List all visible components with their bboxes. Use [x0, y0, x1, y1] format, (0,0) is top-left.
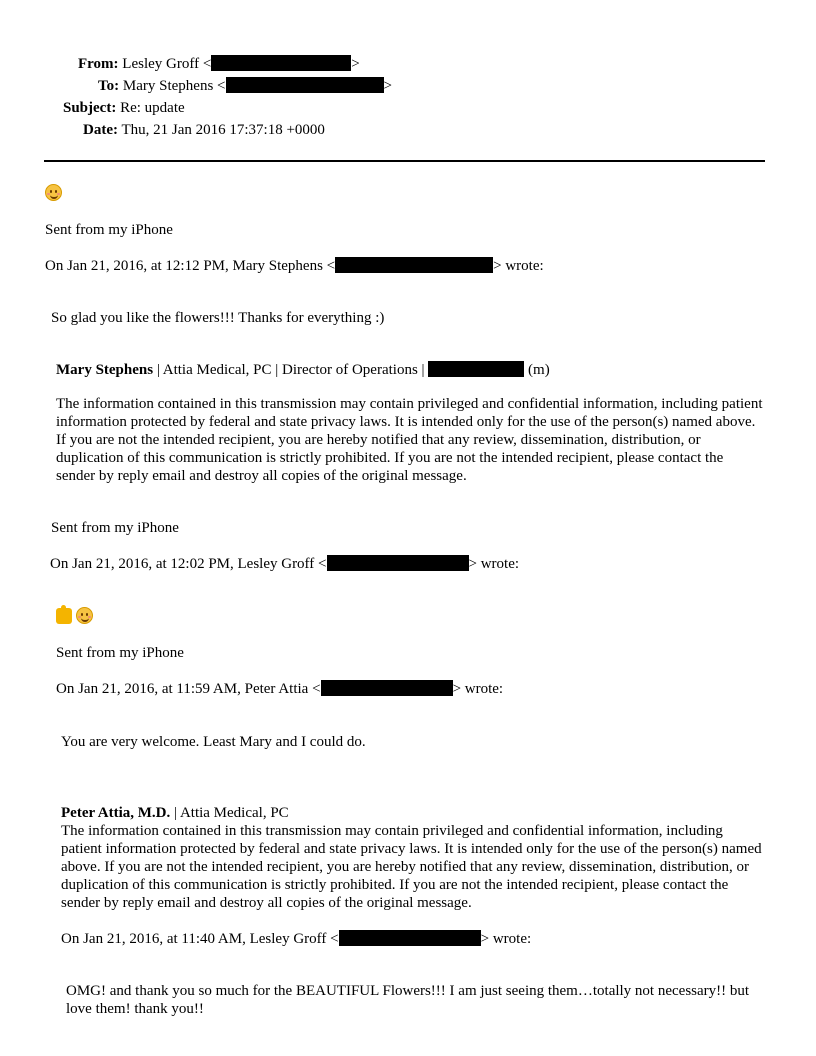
quote-prefix: On Jan 21, 2016, at 12:02 PM, Lesley Groff < [50, 556, 327, 572]
disclaimer: The information contained in this transmission may contain privileged and confidential information, including patient information protected by federal and state privacy laws. It is intended only for the use of the person(s) named above. If you are not the intended recipient, you are hereby notified that any review, dissemination, distribution, or duplication of this communication is strictly prohibited. If you are not the intended recipient, please contact the sender by reply email and destroy all copies of the original message. [61, 823, 762, 911]
redacted-email [339, 930, 481, 946]
to-label: To: [98, 78, 120, 94]
disclaimer: The information contained in this transmission may contain privileged and confidential information, including patient information protected by federal and state privacy laws. It is intended only for the use of the person(s) named above. If you are not the intended recipient, you are hereby notified that any review, dissemination, distribution, or duplication of this communication is strictly prohibited. If you are not the intended recipient, please contact the sender by reply email and destroy all copies of the original message. [56, 396, 763, 484]
from-value: Lesley Groff < [122, 56, 212, 72]
emoji-line [45, 184, 62, 203]
message-body: You are very welcome. Least Mary and I could do. [61, 734, 366, 750]
to-line [98, 77, 392, 95]
quote-suffix: > wrote: [493, 258, 544, 274]
signature-block [61, 804, 289, 822]
redacted-email [335, 257, 493, 273]
quote-suffix: > wrote: [480, 931, 532, 947]
quote-prefix: On Jan 21, 2016, at 11:40 AM, Lesley Groff < [61, 931, 339, 947]
subject-label: Subject: [63, 100, 117, 116]
smiling-face-icon [45, 184, 62, 201]
phone-type: (m) [524, 362, 550, 378]
redacted-email [321, 680, 453, 696]
to-value: Mary Stephens < [122, 78, 226, 94]
smiling-face-icon [76, 607, 93, 624]
sender-name: Peter Attia, M.D. [61, 805, 171, 821]
date-line [83, 121, 325, 139]
sender-name: Mary Stephens [56, 362, 154, 378]
sender-title: | Attia Medical, PC | Director of Operations | [153, 362, 429, 378]
signature-block [56, 361, 550, 379]
from-line [78, 55, 360, 73]
subject-value: Re: update [120, 100, 185, 116]
date-value: Thu, 21 Jan 2016 17:37:18 +0000 [121, 122, 325, 138]
redacted-email [226, 77, 384, 93]
from-end: > [351, 56, 360, 72]
date-label: Date: [83, 122, 118, 138]
quote-header [50, 555, 519, 573]
message-body: So glad you like the flowers!!! Thanks for everything :) [51, 310, 385, 326]
quote-header [45, 257, 544, 275]
to-end: > [383, 78, 392, 94]
quote-prefix: On Jan 21, 2016, at 11:59 AM, Peter Attia < [56, 681, 321, 697]
thumbs-up-icon [56, 608, 72, 624]
quote-prefix: On Jan 21, 2016, at 12:12 PM, Mary Stephens < [45, 258, 336, 274]
redacted-email [327, 555, 469, 571]
redacted-phone [428, 361, 524, 377]
sent-from-iphone: Sent from my iPhone [51, 520, 179, 536]
emoji-line [56, 607, 93, 626]
sent-from-iphone: Sent from my iPhone [45, 222, 173, 238]
quote-suffix: > wrote: [468, 556, 520, 572]
message-body: OMG! and thank you so much for the BEAUTIFUL Flowers!!! I am just seeing them…totally not necessary!! but love them! thank you!! [66, 983, 750, 1017]
quote-header [61, 930, 531, 948]
redacted-email [211, 55, 351, 71]
sender-title: | Attia Medical, PC [170, 805, 289, 821]
quote-suffix: > wrote: [452, 681, 504, 697]
sent-from-iphone: Sent from my iPhone [56, 645, 184, 661]
subject-line [63, 99, 185, 117]
from-label: From: [78, 56, 119, 72]
header-divider [44, 160, 765, 162]
quote-header [56, 680, 503, 698]
